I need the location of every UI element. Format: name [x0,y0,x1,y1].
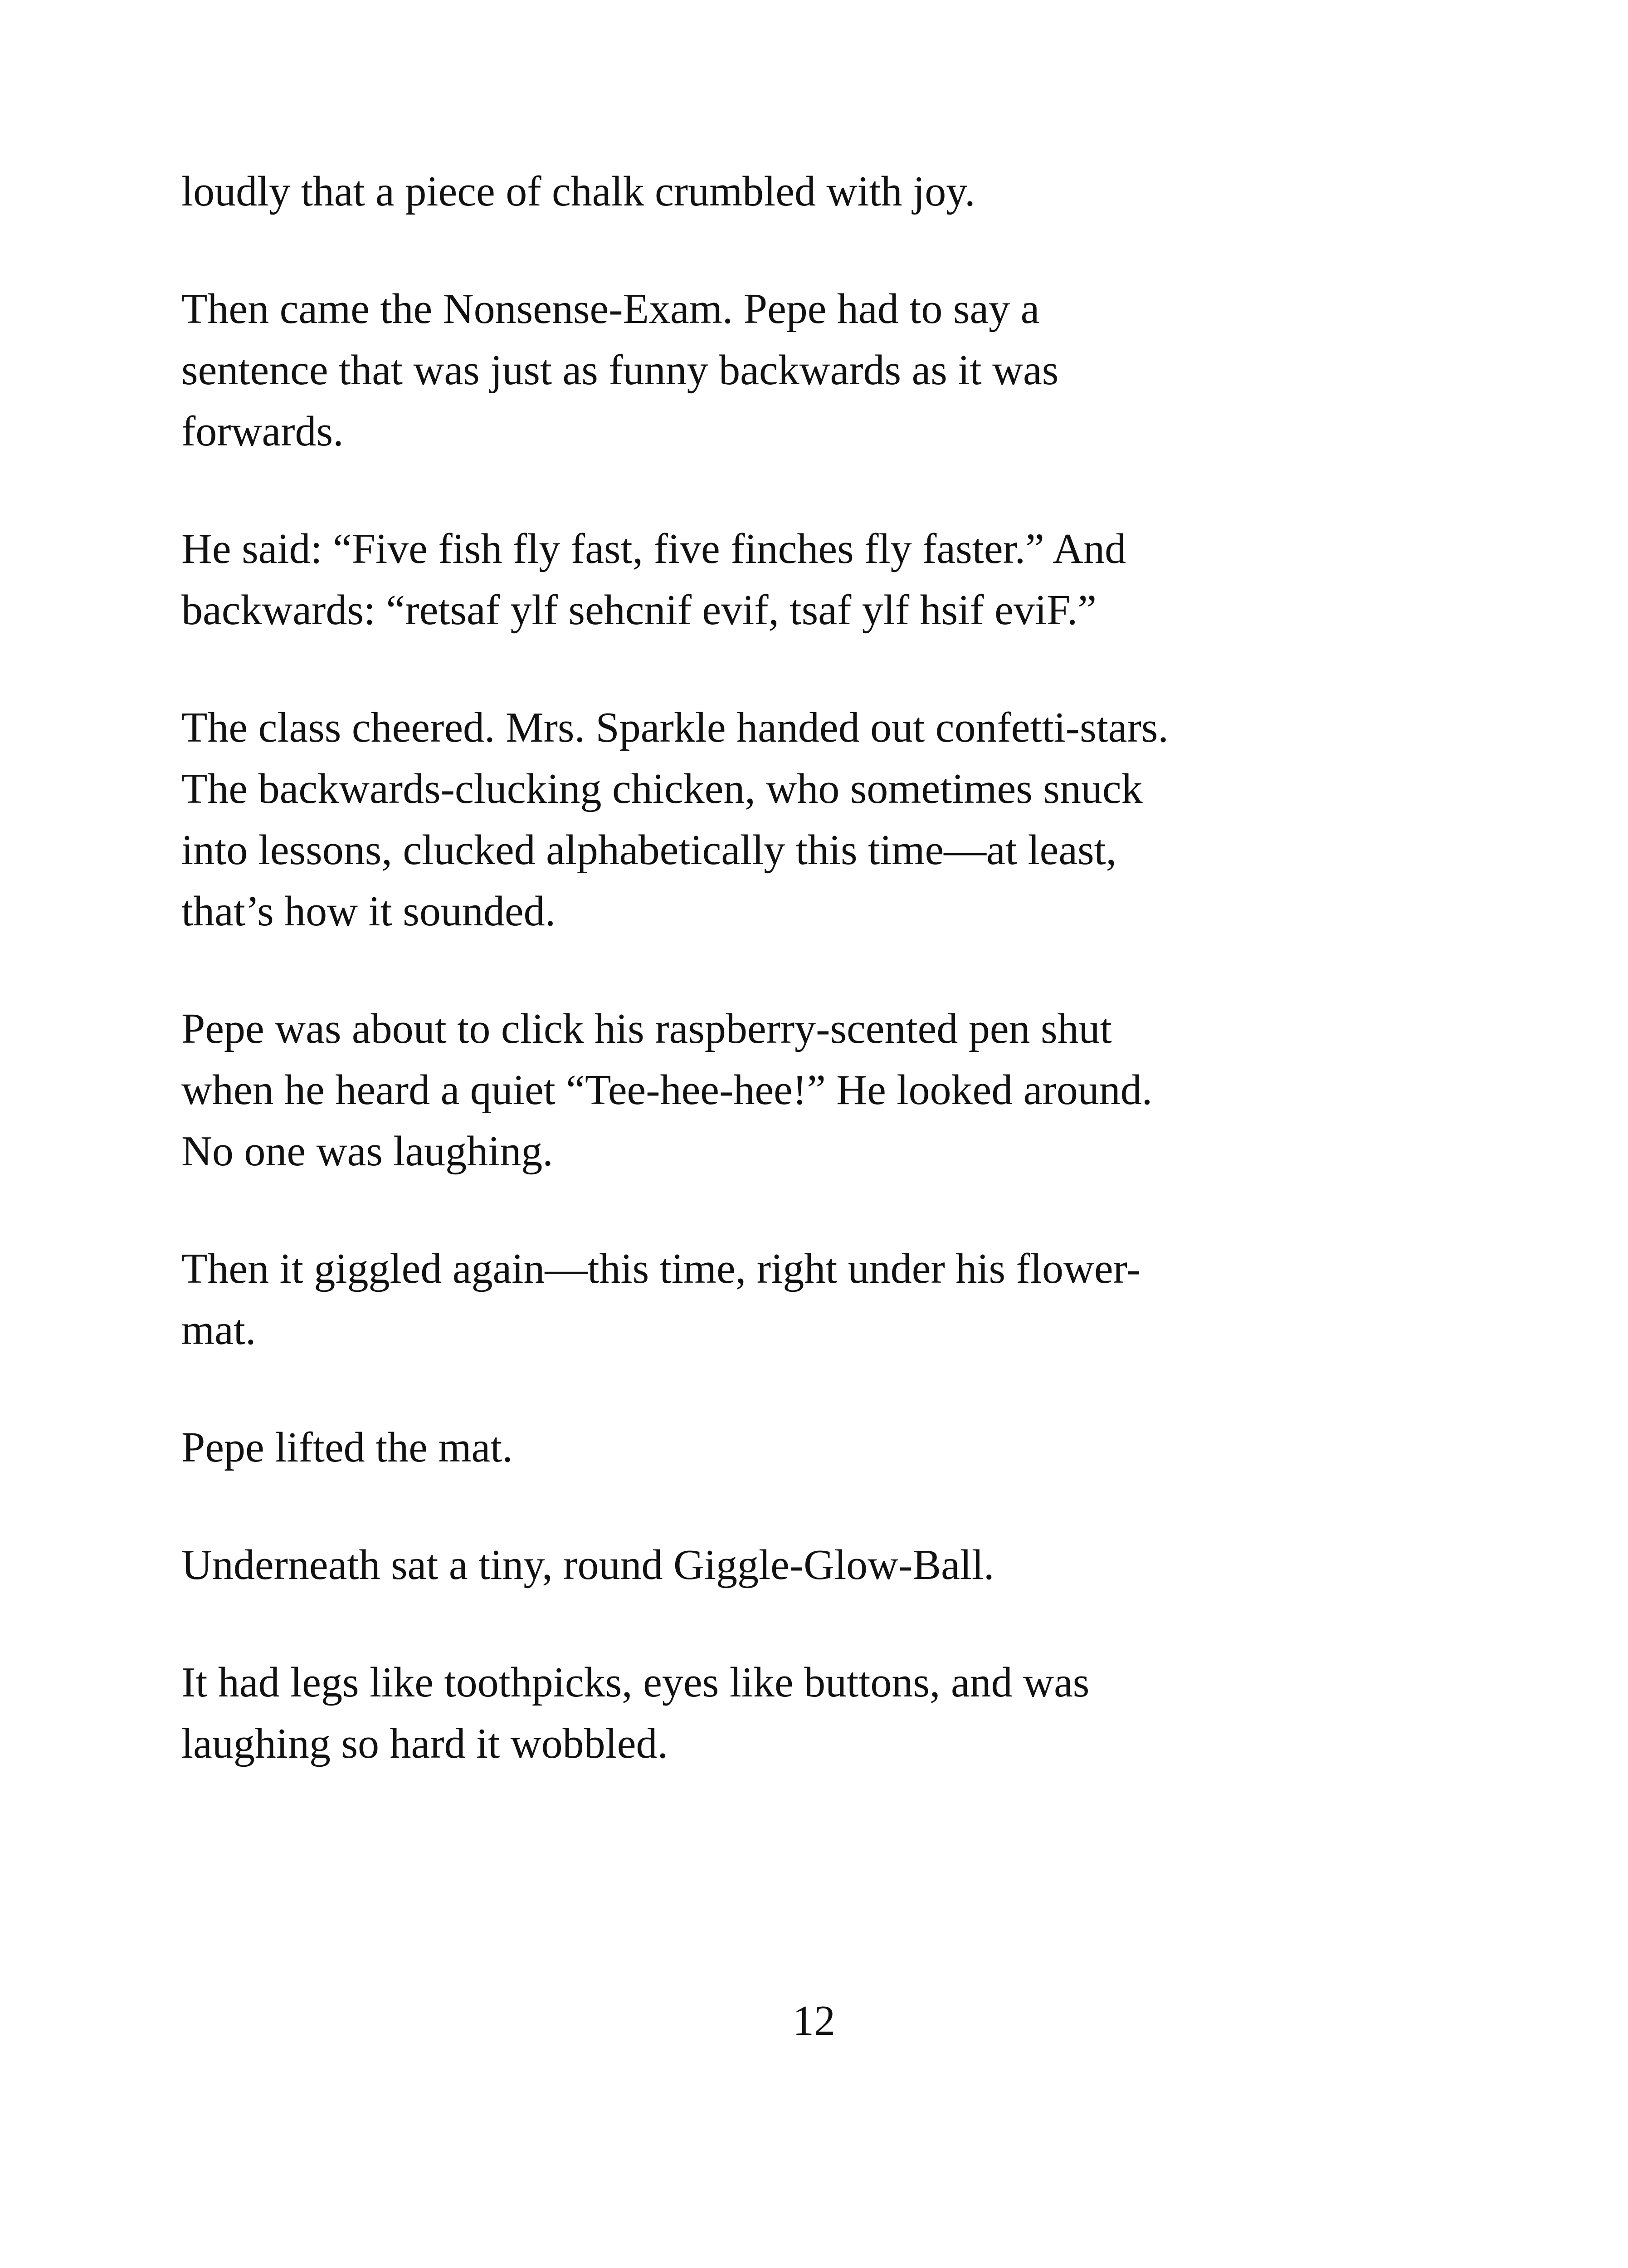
paragraph: It had legs like toothpicks, eyes like buttons, and was laughing so hard it wobbled. [181,1659,1090,1767]
paragraph: Underneath sat a tiny, round Giggle-Glow-Ball. [181,1541,994,1589]
body-text [181,161,1379,1831]
paragraph: The class cheered. Mrs. Sparkle handed out confetti-stars. The backwards-clucking chicken, who sometimes snuck into lessons, clucked alphabetically this time—at least, that’s how it sounded. [181,704,1169,935]
page-number: 12 [793,1997,835,2044]
paragraph: Pepe lifted the mat. [181,1424,513,1471]
paragraph: He said: “Five fish fly fast, five finches fly faster.” And backwards: “retsaf ylf sehcnif evif, tsaf ylf hsif eviF.” [181,525,1126,634]
paragraph: Then it giggled again—this time, right under his flower- mat. [181,1245,1141,1354]
paragraph: Pepe was about to click his raspberry-scented pen shut when he heard a quiet “Tee-hee-hee!” He looked around. No one was laughing. [181,1005,1153,1175]
paragraph: loudly that a piece of chalk crumbled with joy. [181,168,975,215]
paragraph: Then came the Nonsense-Exam. Pepe had to say a sentence that was just as funny backwards as it was forwards. [181,285,1059,455]
